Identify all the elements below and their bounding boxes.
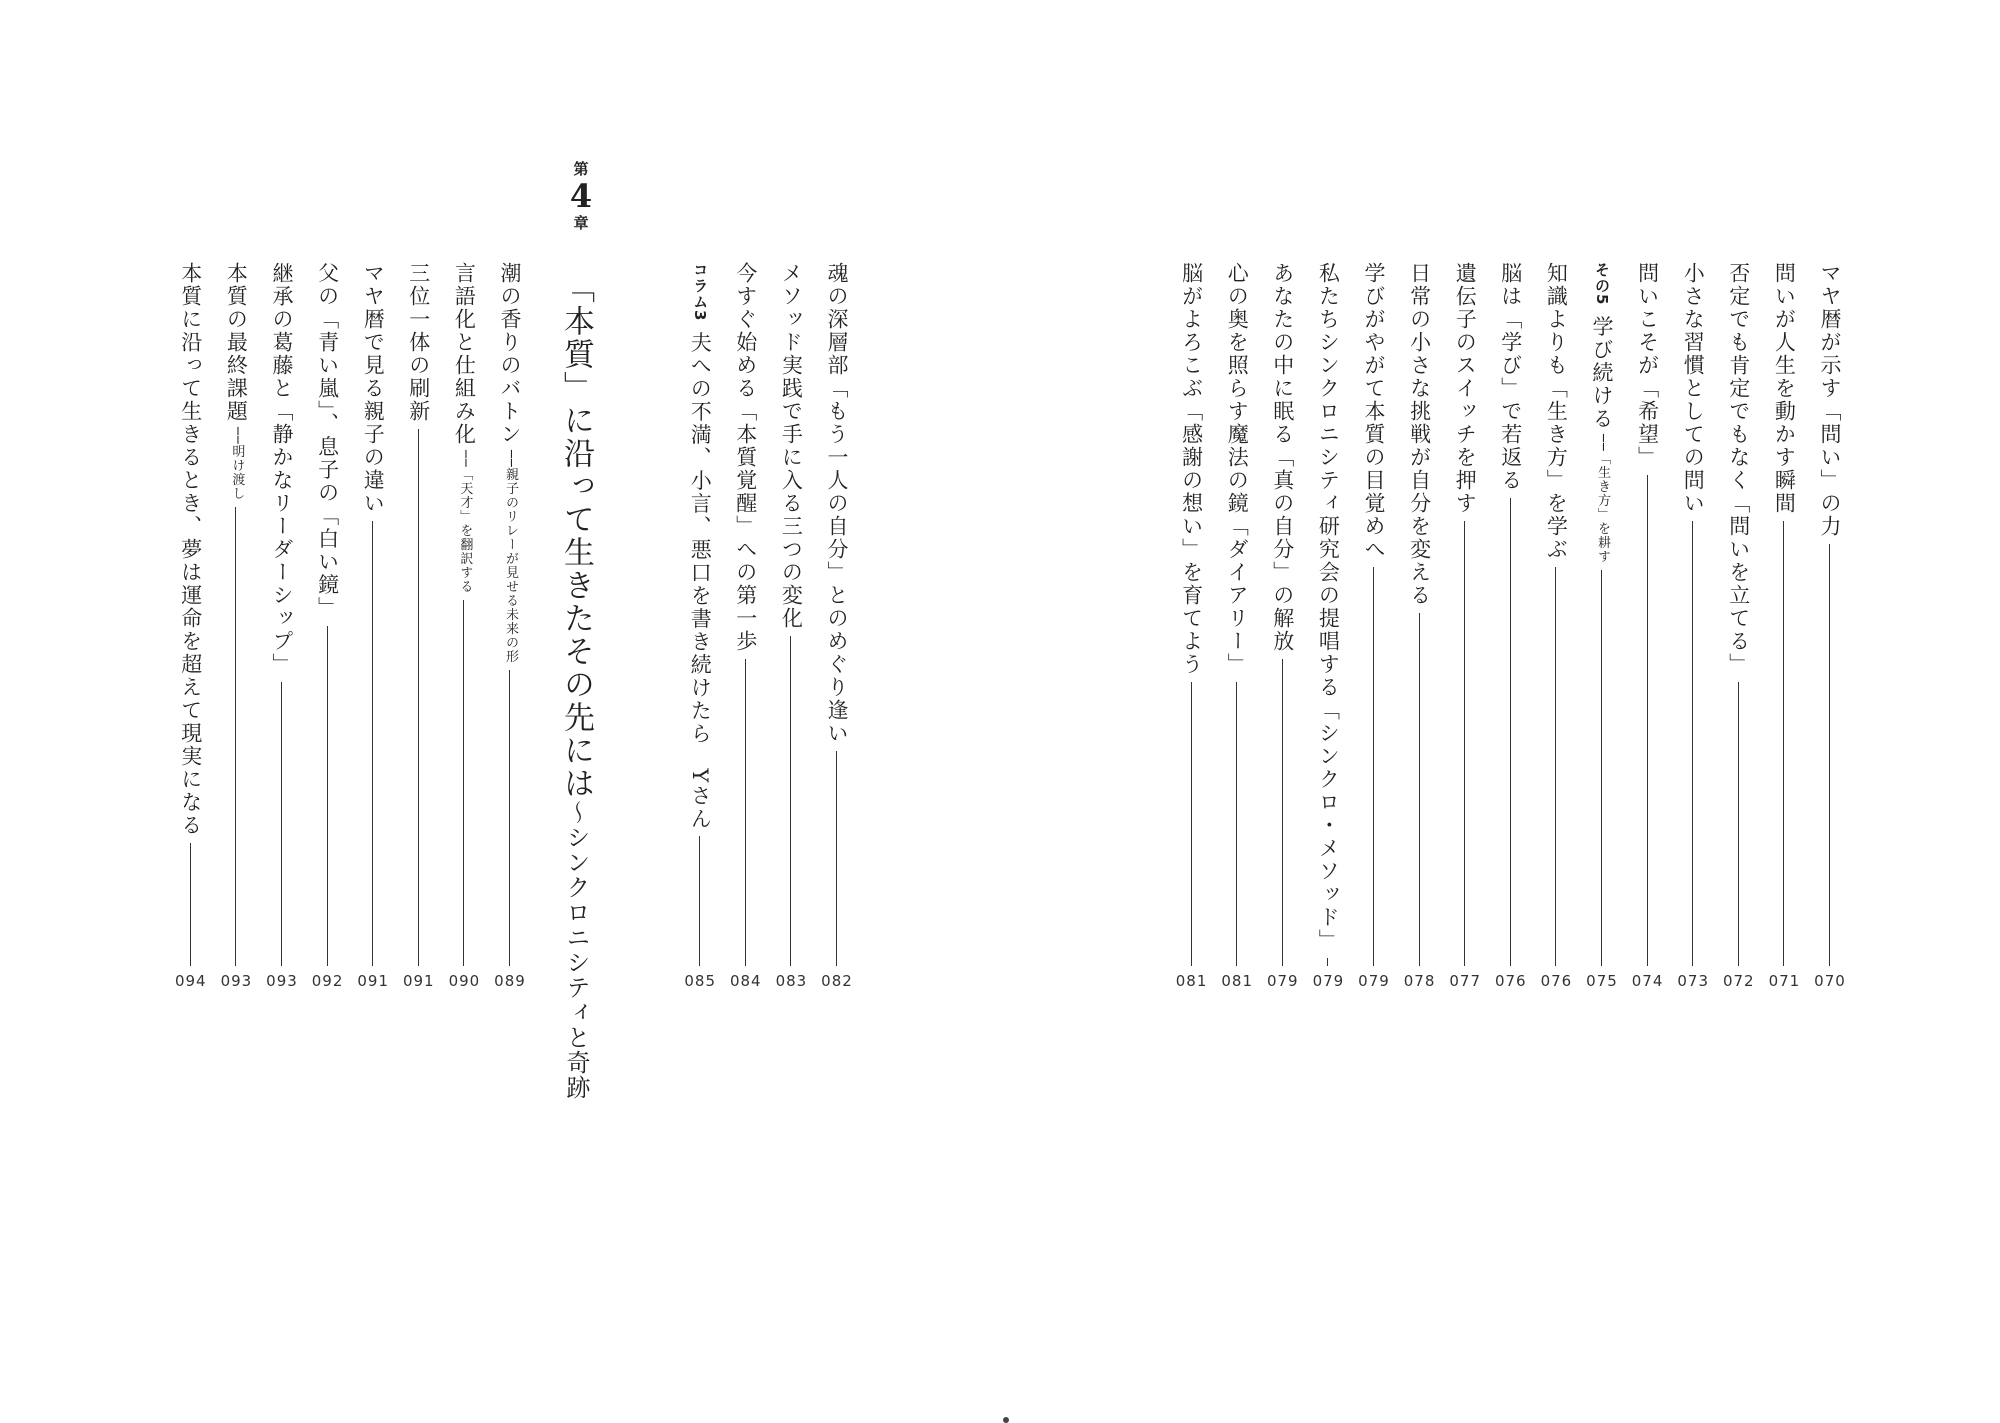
chapter-sho: 章 <box>573 214 589 232</box>
toc-entry <box>1405 262 1435 1002</box>
entry-title <box>1678 262 1708 515</box>
entry-title <box>1815 262 1845 538</box>
page-number: 073 <box>1677 972 1709 990</box>
leader-line <box>1738 682 1739 966</box>
entry-title <box>221 262 251 501</box>
leader-line <box>1829 544 1830 966</box>
section-label: その5 <box>1593 262 1611 306</box>
entry-title-text: あなたの中に眠る「真の自分」の解放 <box>1270 262 1295 653</box>
entry-title-text: 今すぐ始める「本質覚醒」への第一歩 <box>733 262 758 653</box>
leader-line <box>372 521 373 966</box>
chapter-number-heading <box>561 160 601 232</box>
entry-title-text: 知識よりも「生き方」を学ぶ <box>1544 262 1569 561</box>
entry-title-text: マヤ暦で見る親子の違い <box>361 262 386 515</box>
leader-line <box>190 843 191 966</box>
toc-section-entry <box>1587 262 1617 1002</box>
toc-entry <box>221 262 251 1002</box>
entry-title-text: 魂の深層部「もう一人の自分」とのめぐり逢い <box>825 262 849 745</box>
leader-line <box>1282 659 1283 966</box>
entry-title <box>176 262 206 837</box>
entry-title <box>776 262 806 630</box>
page-number: 077 <box>1449 972 1481 990</box>
page-number: 091 <box>357 972 389 990</box>
entry-title-text: 脳がよろこぶ「感謝の想い」を育てよう <box>1179 262 1204 676</box>
toc-entry <box>1222 262 1252 1002</box>
entry-title-text: メソッド実践で手に入る三つの変化 <box>779 262 804 630</box>
entry-title-text: 問いが人生を動かす瞬間 <box>1772 262 1797 515</box>
entry-subtitle: ──「天才」を翻訳する <box>457 450 473 594</box>
leader-line <box>1373 567 1374 966</box>
entry-title <box>685 262 715 830</box>
page-number: 093 <box>220 972 253 990</box>
leader-line <box>1327 958 1328 966</box>
toc-entry <box>1313 262 1343 1002</box>
entry-title-text: 日常の小さな挑戦が自分を変える <box>1407 262 1432 607</box>
page-number: 094 <box>174 972 207 990</box>
toc-entry <box>267 262 297 1002</box>
entry-subtitle: ──親子のリレーが見せる未来の形 <box>503 450 518 664</box>
page-number: 090 <box>448 972 481 990</box>
toc-entry <box>1815 262 1845 1002</box>
chapter-subtitle: ～シンクロニシティと奇跡 <box>562 800 590 1100</box>
entry-title-text: 父の「青い嵐」、息子の「白い鏡」 <box>315 262 340 620</box>
entry-title <box>822 262 852 745</box>
toc-entry <box>1724 262 1754 1002</box>
leader-line <box>1783 521 1784 966</box>
toc-entry <box>313 262 343 1002</box>
entry-title <box>731 262 761 653</box>
page-number: 078 <box>1403 972 1436 990</box>
leader-line <box>1510 498 1511 966</box>
entry-title-text: 三位一体の刷新 <box>406 262 431 423</box>
page-number: 074 <box>1631 972 1664 990</box>
page-number: 091 <box>402 972 435 990</box>
leader-line <box>509 670 510 966</box>
toc-entry <box>1678 262 1708 1002</box>
leader-line <box>1419 613 1420 966</box>
leader-line <box>327 626 328 966</box>
page-number: 089 <box>494 972 526 990</box>
entry-title-text: マヤ暦が示す「問い」の力 <box>1818 262 1842 538</box>
chapter-dai: 第 <box>573 160 589 178</box>
entry-title-text: 小さな習慣としての問い <box>1681 262 1706 515</box>
page-number: 072 <box>1722 972 1755 990</box>
toc-entry <box>1769 262 1799 1002</box>
entry-title <box>1633 262 1663 469</box>
entry-title <box>1450 262 1480 515</box>
entry-title <box>1359 262 1389 561</box>
page-mark <box>1003 1417 1009 1423</box>
entry-title <box>1177 262 1207 676</box>
leader-line <box>745 659 746 966</box>
toc-entry <box>449 262 479 1002</box>
toc-entry <box>176 262 206 1002</box>
entry-title-text: 言語化と仕組み化 <box>452 262 477 446</box>
toc-entry <box>1359 262 1389 1002</box>
leader-line <box>1191 682 1192 966</box>
entry-title <box>1724 262 1754 676</box>
toc-entry <box>1450 262 1480 1002</box>
page-number: 070 <box>1814 972 1846 990</box>
entry-title <box>1222 262 1252 676</box>
entry-title-text: 夫への不満、小言、悪口を書き続けたら Yさん <box>688 331 713 831</box>
chapter-title <box>556 272 596 1100</box>
leader-line <box>1236 682 1237 966</box>
page-number: 079 <box>1312 972 1345 990</box>
entry-title-text: 本質の最終課題 <box>224 262 249 423</box>
entry-title <box>449 262 479 594</box>
leader-line <box>418 429 419 966</box>
entry-title-text: 問いこそが「希望」 <box>1635 262 1660 469</box>
toc-entry <box>495 262 525 1002</box>
leader-line <box>281 682 282 966</box>
page-number: 085 <box>684 972 716 990</box>
entry-title <box>495 262 525 664</box>
page-number: 084 <box>729 972 762 990</box>
page-number: 081 <box>1221 972 1253 990</box>
chapter-title-text: 「本質」に沿って生きたその先には <box>558 272 594 800</box>
leader-line <box>1692 521 1693 966</box>
toc-column-entry <box>685 262 715 1002</box>
page-number: 079 <box>1266 972 1299 990</box>
entry-title <box>1496 262 1526 492</box>
leader-line <box>1555 567 1556 966</box>
entry-title-text: 脳は「学び」で若返る <box>1498 262 1523 492</box>
page-number: 071 <box>1768 972 1801 990</box>
leader-line <box>1647 475 1648 966</box>
page-number: 092 <box>311 972 344 990</box>
entry-title-text: 本質に沿って生きるとき、夢は運命を超えて現実になる <box>178 262 203 837</box>
entry-title <box>1769 262 1799 515</box>
entry-title <box>1587 262 1617 564</box>
entry-title <box>1541 262 1571 561</box>
page-number: 082 <box>821 972 853 990</box>
entry-title <box>404 262 434 423</box>
entry-title <box>313 262 343 620</box>
page-number: 076 <box>1494 972 1527 990</box>
toc-entry <box>776 262 806 1002</box>
entry-title <box>1313 262 1343 952</box>
entry-title-text: 遺伝子のスイッチを押す <box>1453 262 1478 515</box>
toc-entry <box>404 262 434 1002</box>
leader-line <box>790 636 791 966</box>
leader-line <box>1601 570 1602 966</box>
entry-title <box>1268 262 1298 653</box>
entry-title-text: 心の奥を照らす魔法の鏡「ダイアリー」 <box>1225 262 1250 676</box>
toc-entry <box>822 262 852 1002</box>
leader-line <box>1464 521 1465 966</box>
page-number: 083 <box>775 972 808 990</box>
toc-entry <box>1541 262 1571 1002</box>
toc-entry <box>1496 262 1526 1002</box>
entry-title-text: 継承の葛藤と「静かなリーダーシップ」 <box>270 262 294 676</box>
entry-title-text: 学びがやがて本質の目覚めへ <box>1362 262 1386 561</box>
entry-subtitle: ──「生き方」を耕す <box>1595 434 1610 565</box>
toc-entry <box>358 262 388 1002</box>
leader-line <box>235 507 236 966</box>
leader-line <box>463 600 464 966</box>
toc-entry <box>731 262 761 1002</box>
entry-subtitle: ──明け渡し <box>229 427 245 501</box>
entry-title <box>358 262 388 515</box>
entry-title <box>1405 262 1435 607</box>
entry-title-text: 否定でも肯定でもなく「問いを立てる」 <box>1726 262 1751 676</box>
column-label: コラム3 <box>691 262 710 322</box>
toc-entry <box>1633 262 1663 1002</box>
page-number: 093 <box>266 972 298 990</box>
entry-title-text: 潮の香りのバトン <box>498 262 522 446</box>
leader-line <box>699 836 700 966</box>
entry-title <box>267 262 297 676</box>
toc-entry <box>1268 262 1298 1002</box>
chapter-number: 4 <box>569 177 593 215</box>
leader-line <box>836 751 837 966</box>
entry-title-text: 私たちシンクロニシティ研究会の提唱する「シンクロ・メソッド」 <box>1316 262 1341 952</box>
page-number: 079 <box>1358 972 1390 990</box>
page-number: 081 <box>1175 972 1208 990</box>
toc-entry <box>1177 262 1207 1002</box>
page-number: 076 <box>1540 972 1573 990</box>
entry-title-text: 学び続ける <box>1590 315 1614 431</box>
page-number: 075 <box>1586 972 1618 990</box>
